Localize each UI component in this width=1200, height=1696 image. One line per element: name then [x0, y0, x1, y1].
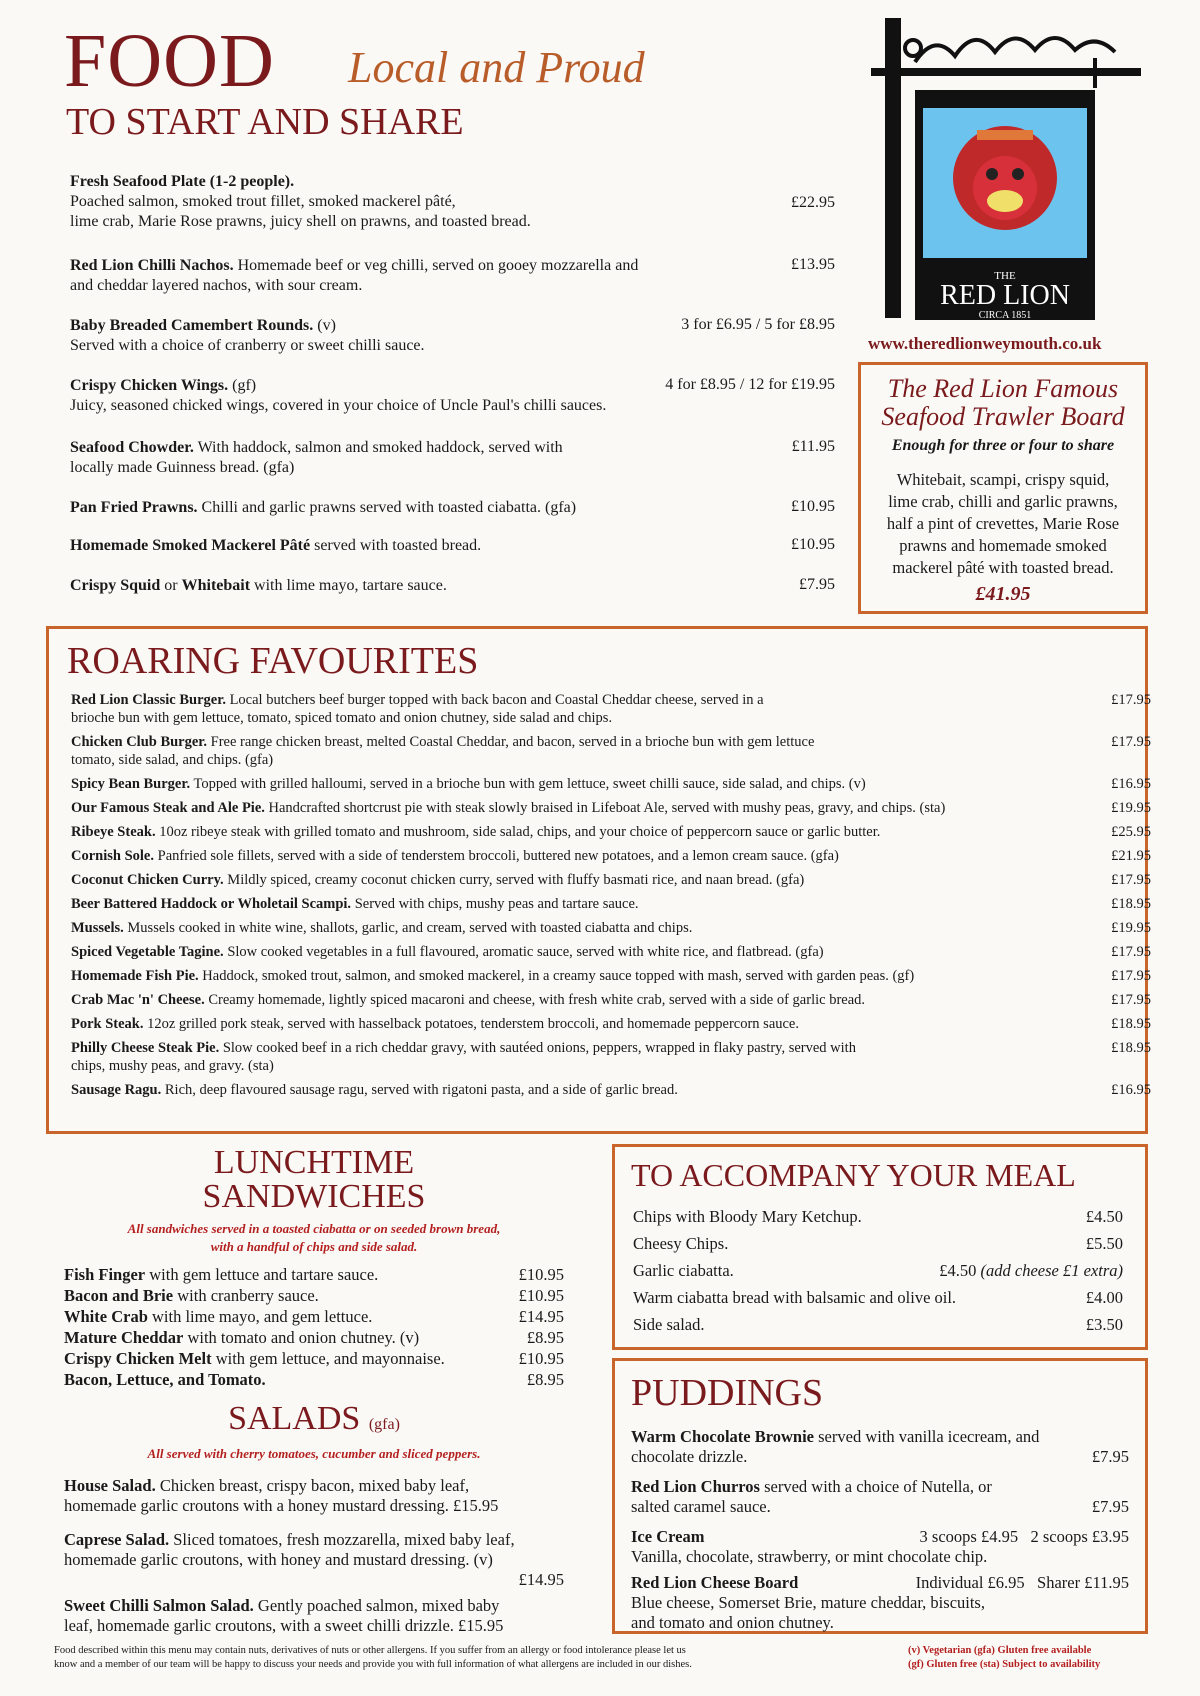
item-price: £8.95: [526, 1328, 564, 1347]
sandwiches-note: All sandwiches served in a toasted ciabatta or on seeded brown bread, with a handful of chips and side salad.: [127, 1221, 501, 1254]
list-item: Chips with Bloody Mary Ketchup. £4.50: [633, 1207, 1123, 1226]
item-price: £18.95: [1111, 896, 1151, 912]
item-desc: Our Famous Steak and Ale Pie. Handcrafted shortcrust pie with steak slowly braised in Lifeboat Ale, served with mushy peas, gravy, and chips. (sta): [71, 800, 946, 816]
item-price: £4.50: [1085, 1207, 1123, 1226]
sign-the: THE: [994, 270, 1016, 282]
item-price: 4 for £8.95 / 12 for £19.95: [665, 376, 835, 393]
list-item: Red Lion Churros served with a choice of Nutella, or salted caramel sauce.: [631, 1477, 992, 1516]
item-price: £17.95: [1111, 992, 1151, 1008]
item-price: £4.50 (add cheese £1 extra): [939, 1261, 1123, 1280]
item-price: £17.95: [1111, 734, 1151, 750]
list-item: Cheesy Chips. £5.50: [633, 1234, 1123, 1253]
list-item: Red Lion Cheese Board Blue cheese, Somerset Brie, mature cheddar, biscuits, and tomato and onion chutney.: [631, 1573, 985, 1632]
item-price: £17.95: [1111, 968, 1151, 984]
item-price: £10.95: [518, 1286, 564, 1305]
item-desc: Sausage Ragu. Rich, deep flavoured sausage ragu, served with rigatoni pasta, and a side of garlic bread.: [71, 1082, 678, 1098]
item-price: £14.95: [518, 1307, 564, 1326]
sandwiches-section: [64, 1146, 564, 1396]
item-price: £10.95: [791, 498, 835, 515]
list-item: Warm ciabatta bread with balsamic and olive oil. £4.00: [633, 1288, 1123, 1307]
website-link[interactable]: www.theredlionweymouth.co.uk: [868, 334, 1102, 353]
item-price: £10.95: [791, 536, 835, 553]
roaring-favourites-box: [46, 626, 1151, 1134]
item-price: £10.95: [518, 1349, 564, 1368]
list-item: Sweet Chilli Salmon Salad. Gently poached salmon, mixed baby leaf, homemade garlic croutons, with a sweet chilli drizzle. £15.95: [64, 1596, 504, 1635]
item-price: £17.95: [1111, 872, 1151, 888]
sign-circa: CIRCA 1851: [978, 310, 1032, 321]
tagline: Local and Proud: [348, 43, 645, 92]
list-item: Side salad. £3.50: [633, 1315, 1123, 1334]
list-item: Caprese Salad. Sliced tomatoes, fresh mozzarella, mixed baby leaf, homemade garlic croutons, with honey and mustard dressing. (v) £14.95: [64, 1530, 564, 1589]
item-desc: Coconut Chicken Curry. Mildly spiced, creamy coconut chicken curry, served with fluffy basmati rice, and naan bread. (gfa): [71, 872, 805, 888]
item-desc: Chicken Club Burger. Free range chicken breast, melted Coastal Cheddar, and bacon, served in a brioche bun with gem lettuce tomato, side salad, and chips. (gfa): [71, 734, 815, 768]
list-item: Bacon, Lettuce, and Tomato. £8.95: [64, 1370, 564, 1389]
item-price: £21.95: [1111, 848, 1151, 864]
item-desc: Spicy Bean Burger. Topped with grilled halloumi, served in a brioche bun with gem lettuce, sweet chilli sauce, side salad, and chips. (v): [71, 776, 866, 792]
item-price: £22.95: [791, 194, 835, 211]
list-item: Crispy Chicken Melt with gem lettuce, and mayonnaise. £10.95: [64, 1349, 564, 1368]
item-desc: Pork Steak. 12oz grilled pork steak, served with hasselback potatoes, tenderstem broccoli, and homemade peppercorn sauce.: [71, 1016, 799, 1032]
item-price: £5.50: [1085, 1234, 1123, 1253]
salads-section: [64, 1400, 564, 1635]
starters-list: [70, 172, 835, 602]
item-price: £19.95: [1111, 920, 1151, 936]
item-price: £18.95: [1111, 1040, 1151, 1056]
list-item: Bacon and Brie with cranberry sauce. £10.95: [64, 1286, 564, 1305]
item-price: £16.95: [1111, 776, 1151, 792]
sandwiches-title: LUNCHTIME SANDWICHES: [202, 1144, 426, 1215]
sign-name: RED LION: [940, 280, 1070, 311]
list-item: Fish Finger with gem lettuce and tartare sauce. £10.95: [64, 1265, 564, 1284]
list-item: House Salad. Chicken breast, crispy bacon, mixed baby leaf, homemade garlic croutons with a honey mustard dressing. £15.95: [64, 1476, 499, 1515]
item-price: 3 scoops £4.95 2 scoops £3.95: [919, 1527, 1129, 1546]
puddings-title: PUDDINGS: [631, 1372, 824, 1414]
list-item: Crispy Squid or Whitebait with lime mayo, tartare sauce.: [70, 577, 447, 594]
item-price: £10.95: [518, 1265, 564, 1284]
item-price: £7.95: [1091, 1447, 1129, 1466]
item-price: Individual £6.95 Sharer £11.95: [915, 1573, 1129, 1592]
item-price: £18.95: [1111, 1016, 1151, 1032]
item-desc: Crab Mac 'n' Cheese. Creamy homemade, lightly spiced macaroni and cheese, with fresh white crab, served with a side of garlic bread.: [71, 992, 866, 1008]
item-desc: Homemade Fish Pie. Haddock, smoked trout, salmon, and smoked mackerel, in a creamy sauce topped with mash, served with garden peas. (gf): [71, 968, 915, 984]
trawler-desc: Whitebait, scampi, crispy squid, lime crab, chilli and garlic prawns, half a pint of crevettes, Marie Rose prawns and homemade smoked mackerel pâté with toasted bread.: [886, 470, 1120, 577]
list-item: Fresh Seafood Plate (1-2 people). Poached salmon, smoked trout fillet, smoked mackerel pâté, lime crab, Marie Rose prawns, juicy shell on prawns, and toasted bread.: [70, 173, 531, 230]
salads-note: All served with cherry tomatoes, cucumber and sliced peppers.: [147, 1446, 481, 1461]
list-item: Warm Chocolate Brownie served with vanilla icecream, and chocolate drizzle.: [631, 1427, 1040, 1466]
list-item: Ice Cream Vanilla, chocolate, strawberry, or mint chocolate chip.: [631, 1527, 988, 1566]
list-item: Garlic ciabatta. £4.50 (add cheese £1 extra): [633, 1261, 1123, 1280]
item-price: £17.95: [1111, 692, 1151, 708]
item-desc: Cornish Sole. Panfried sole fillets, served with a side of tenderstem broccoli, buttered new potatoes, and a lemon cream sauce. (gfa): [71, 848, 839, 864]
section-title-starters: TO START AND SHARE: [66, 101, 464, 143]
item-price: 3 for £6.95 / 5 for £8.95: [681, 316, 835, 333]
accompany-title: TO ACCOMPANY YOUR MEAL: [631, 1157, 1076, 1193]
pub-sign: [855, 18, 1155, 328]
dietary-key: (v) Vegetarian (gfa) Gluten free available (gf) Gluten free (sta) Subject to availability: [908, 1645, 1101, 1670]
list-item: Crispy Chicken Wings. (gf) Juicy, seasoned chicked wings, covered in your choice of Uncle Paul's chilli sauces.: [70, 377, 607, 414]
item-price: £13.95: [791, 256, 835, 273]
item-price: £17.95: [1111, 944, 1151, 960]
trawler-board-box: [858, 362, 1148, 614]
item-price: £3.50: [1085, 1315, 1123, 1334]
list-item: Baby Breaded Camembert Rounds. (v) Served with a choice of cranberry or sweet chilli sauce.: [70, 317, 425, 354]
trawler-subtitle: Enough for three or four to share: [891, 437, 1115, 454]
list-item: Seafood Chowder. With haddock, salmon and smoked haddock, served with locally made Guinness bread. (gfa): [70, 439, 563, 476]
item-desc: Red Lion Classic Burger. Local butchers beef burger topped with back bacon and Coastal Cheddar cheese, served in a brioche bun with gem lettuce, tomato, spiced tomato and onion chutney, side salad and chips.: [71, 692, 764, 726]
list-item: Mature Cheddar with tomato and onion chutney. (v) £8.95: [64, 1328, 564, 1347]
trawler-title: The Red Lion Famous Seafood Trawler Board: [881, 374, 1125, 431]
item-price: £8.95: [526, 1370, 564, 1389]
item-price: £25.95: [1111, 824, 1151, 840]
item-desc: Beer Battered Haddock or Wholetail Scampi. Served with chips, mushy peas and tartare sauce.: [71, 896, 639, 912]
item-price: £19.95: [1111, 800, 1151, 816]
list-item: Pan Fried Prawns. Chilli and garlic prawns served with toasted ciabatta. (gfa): [70, 499, 577, 516]
trawler-price: £41.95: [975, 583, 1031, 605]
accompany-box: [612, 1144, 1148, 1350]
page-title: FOOD: [64, 19, 275, 103]
salads-title: SALADS (gfa): [228, 1400, 400, 1437]
list-item: Red Lion Chilli Nachos. Homemade beef or veg chilli, served on gooey mozzarella and and cheddar layered nachos, with sour cream.: [70, 257, 639, 294]
item-desc: Spiced Vegetable Tagine. Slow cooked vegetables in a full flavoured, aromatic sauce, served with white rice, and flatbread. (gfa): [71, 944, 824, 960]
item-price: £7.95: [799, 576, 835, 593]
item-price: £11.95: [791, 438, 835, 455]
list-item: Homemade Smoked Mackerel Pâté served with toasted bread.: [70, 537, 482, 554]
allergen-note: Food described within this menu may contain nuts, derivatives of nuts or other allergens. If you suffer from an allergy or food intolerance please let us know and a member of our team will be happy to discuss your needs and provide you with full information of what allergens are included in our dishes.: [54, 1645, 692, 1670]
item-price: £4.00: [1085, 1288, 1123, 1307]
item-desc: Mussels. Mussels cooked in white wine, shallots, garlic, and cream, served with toasted ciabatta and chips.: [71, 920, 693, 936]
item-price: £7.95: [1091, 1497, 1129, 1516]
item-desc: Ribeye Steak. 10oz ribeye steak with grilled tomato and mushroom, side salad, chips, and your choice of peppercorn sauce or garlic butter.: [71, 824, 881, 840]
item-desc: Philly Cheese Steak Pie. Slow cooked beef in a rich cheddar gravy, with sautéed onions, peppers, wrapped in flaky pastry, served with chips, mushy peas, and gravy. (sta): [71, 1040, 856, 1074]
list-item: White Crab with lime mayo, and gem lettuce. £14.95: [64, 1307, 564, 1326]
item-price: £16.95: [1111, 1082, 1151, 1098]
roaring-title: ROARING FAVOURITES: [67, 640, 479, 682]
puddings-box: [612, 1358, 1148, 1634]
